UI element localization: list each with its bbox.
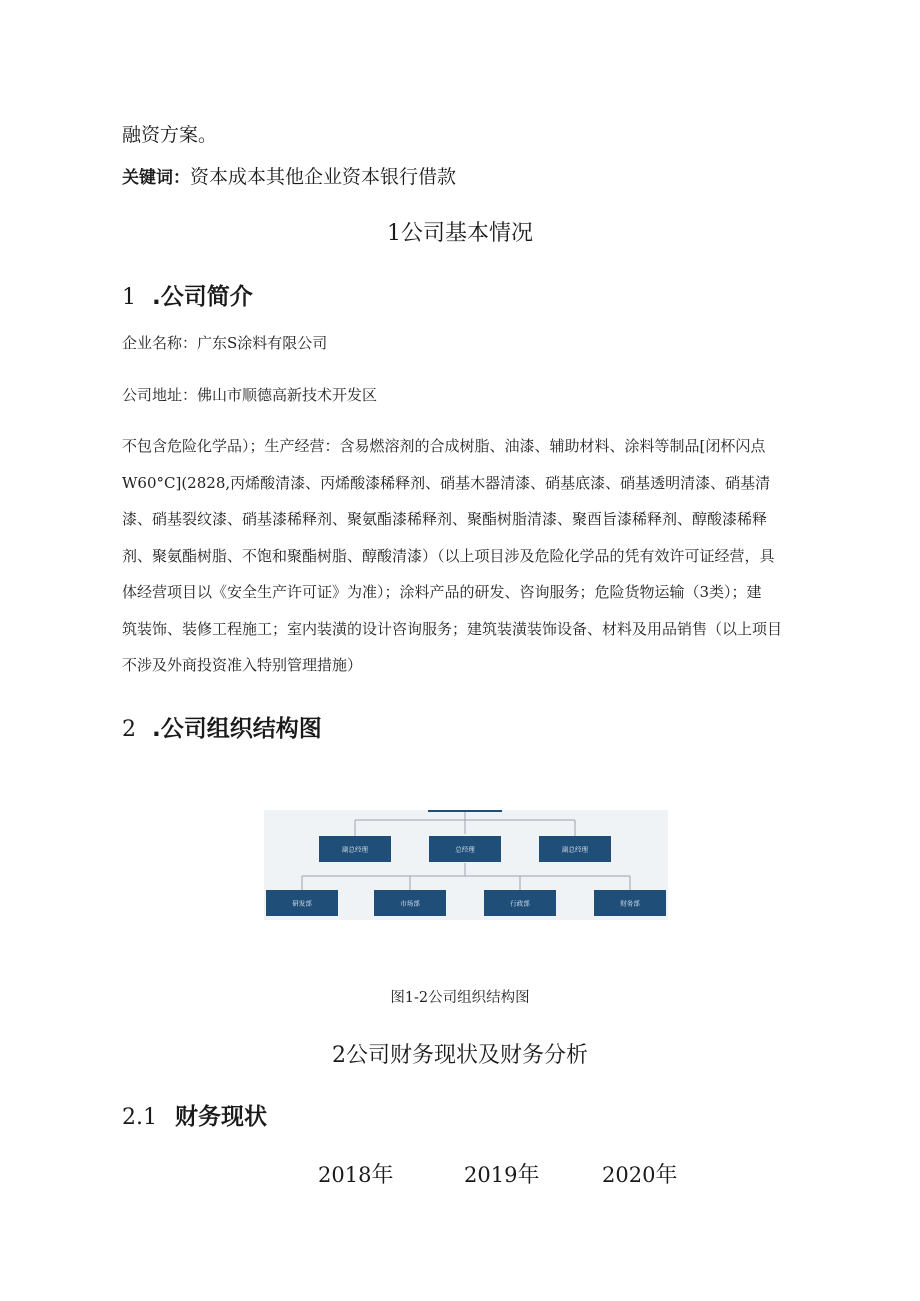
section1-heading: [0, 216, 920, 247]
org-chart: [264, 810, 668, 920]
org-box-level1: [429, 836, 501, 862]
business-line: W60°C](2828,丙烯酸清漆、丙烯酸漆稀释剂、硝基木器清漆、硝基底漆、硝基透明清漆、硝基清: [122, 473, 771, 492]
year-unit: 年: [371, 1163, 394, 1188]
year-number: 2018: [318, 1163, 372, 1187]
org-box-level2-label: 市场部: [400, 899, 420, 908]
business-line: 不包含危险化学品）；生产经营：含易燃溶剂的合成树脂、油漆、辅助材料、涂料等制品[闭杯闪点: [122, 437, 766, 455]
org-box-level2-label: 财务部: [620, 899, 640, 908]
year-number: 2020: [602, 1163, 656, 1187]
subsection-financial-status: [122, 1098, 267, 1131]
subsection-title: 公司组织结构图: [160, 716, 322, 742]
keywords-line: [122, 162, 456, 189]
business-line: 筑装饰、装修工程施工；室内装潢的设计咨询服务；建筑装潢装饰设备、材料及用品销售（以上项目: [122, 619, 783, 638]
subsection-title: 财务现状: [175, 1104, 267, 1130]
business-line: 不涉及外商投资准入特别管理措施）: [122, 656, 363, 674]
org-top-box: [428, 810, 502, 812]
keywords-text: 资本成本其他企业资本银行借款: [190, 166, 457, 188]
subsection-number: 2: [122, 717, 136, 742]
business-line: 漆、硝基裂纹漆、硝基漆稀释剂、聚氨酯漆稀释剂、聚酯树脂清漆、聚酉旨漆稀释剂、醇酸漆稀释: [122, 510, 768, 528]
subsection-title: 公司简介: [160, 284, 253, 310]
subsection-dot: .: [152, 716, 161, 742]
org-box-level1-label: 总经理: [455, 845, 475, 854]
org-box-level2: [484, 890, 556, 916]
org-box-level2: [374, 890, 446, 916]
year-unit: 年: [655, 1163, 678, 1188]
section2-heading: [0, 1038, 920, 1069]
intro-tail-line: 融资方案。: [122, 124, 218, 146]
subsection-number: 2.1: [122, 1105, 157, 1130]
org-chart-graphic: [264, 810, 668, 920]
org-box-level2: [266, 890, 338, 916]
org-box-level1: [539, 836, 611, 862]
org-box-level1-label: 副总经理: [562, 845, 588, 854]
keywords-label: 关键词：: [122, 168, 190, 188]
section2-number: 2: [331, 1043, 346, 1068]
subsection-org-structure: [122, 710, 322, 743]
business-line: 体经营项目以《安全生产许可证》为准）；涂料产品的研发、咨询服务；危险货物运输（3类）；建: [122, 583, 762, 601]
section1-title: 公司基本情况: [400, 221, 533, 246]
company-name: 企业名称：广东S涂料有限公司: [122, 334, 328, 352]
figure-caption: 图1-2公司组织结构图: [390, 990, 530, 1006]
section1-number: 1: [386, 221, 401, 246]
company-address: 公司地址：佛山市顺德高新技术开发区: [122, 386, 378, 404]
subsection-number: 1: [122, 285, 136, 310]
org-box-level2: [594, 890, 666, 916]
business-scope-paragraph: [122, 428, 812, 684]
org-box-level2-label: 研发部: [292, 899, 312, 908]
year-number: 2019: [464, 1163, 518, 1187]
year-unit: 年: [517, 1163, 540, 1188]
section2-title: 公司财务现状及财务分析: [345, 1043, 588, 1068]
year-header-2019: [464, 1158, 539, 1189]
org-box-level1-label: 副总经理: [342, 845, 368, 854]
org-box-level1: [319, 836, 391, 862]
subsection-dot: .: [152, 284, 161, 310]
year-header-2020: [602, 1158, 677, 1189]
subsection-company-intro: [122, 278, 253, 311]
year-header-2018: [318, 1158, 393, 1189]
business-line: 剂、聚氨酯树脂、不饱和聚酯树脂、醇酸清漆）（以上项目涉及危险化学品的凭有效许可证经营，具: [122, 546, 775, 565]
org-box-level2-label: 行政部: [510, 899, 530, 908]
